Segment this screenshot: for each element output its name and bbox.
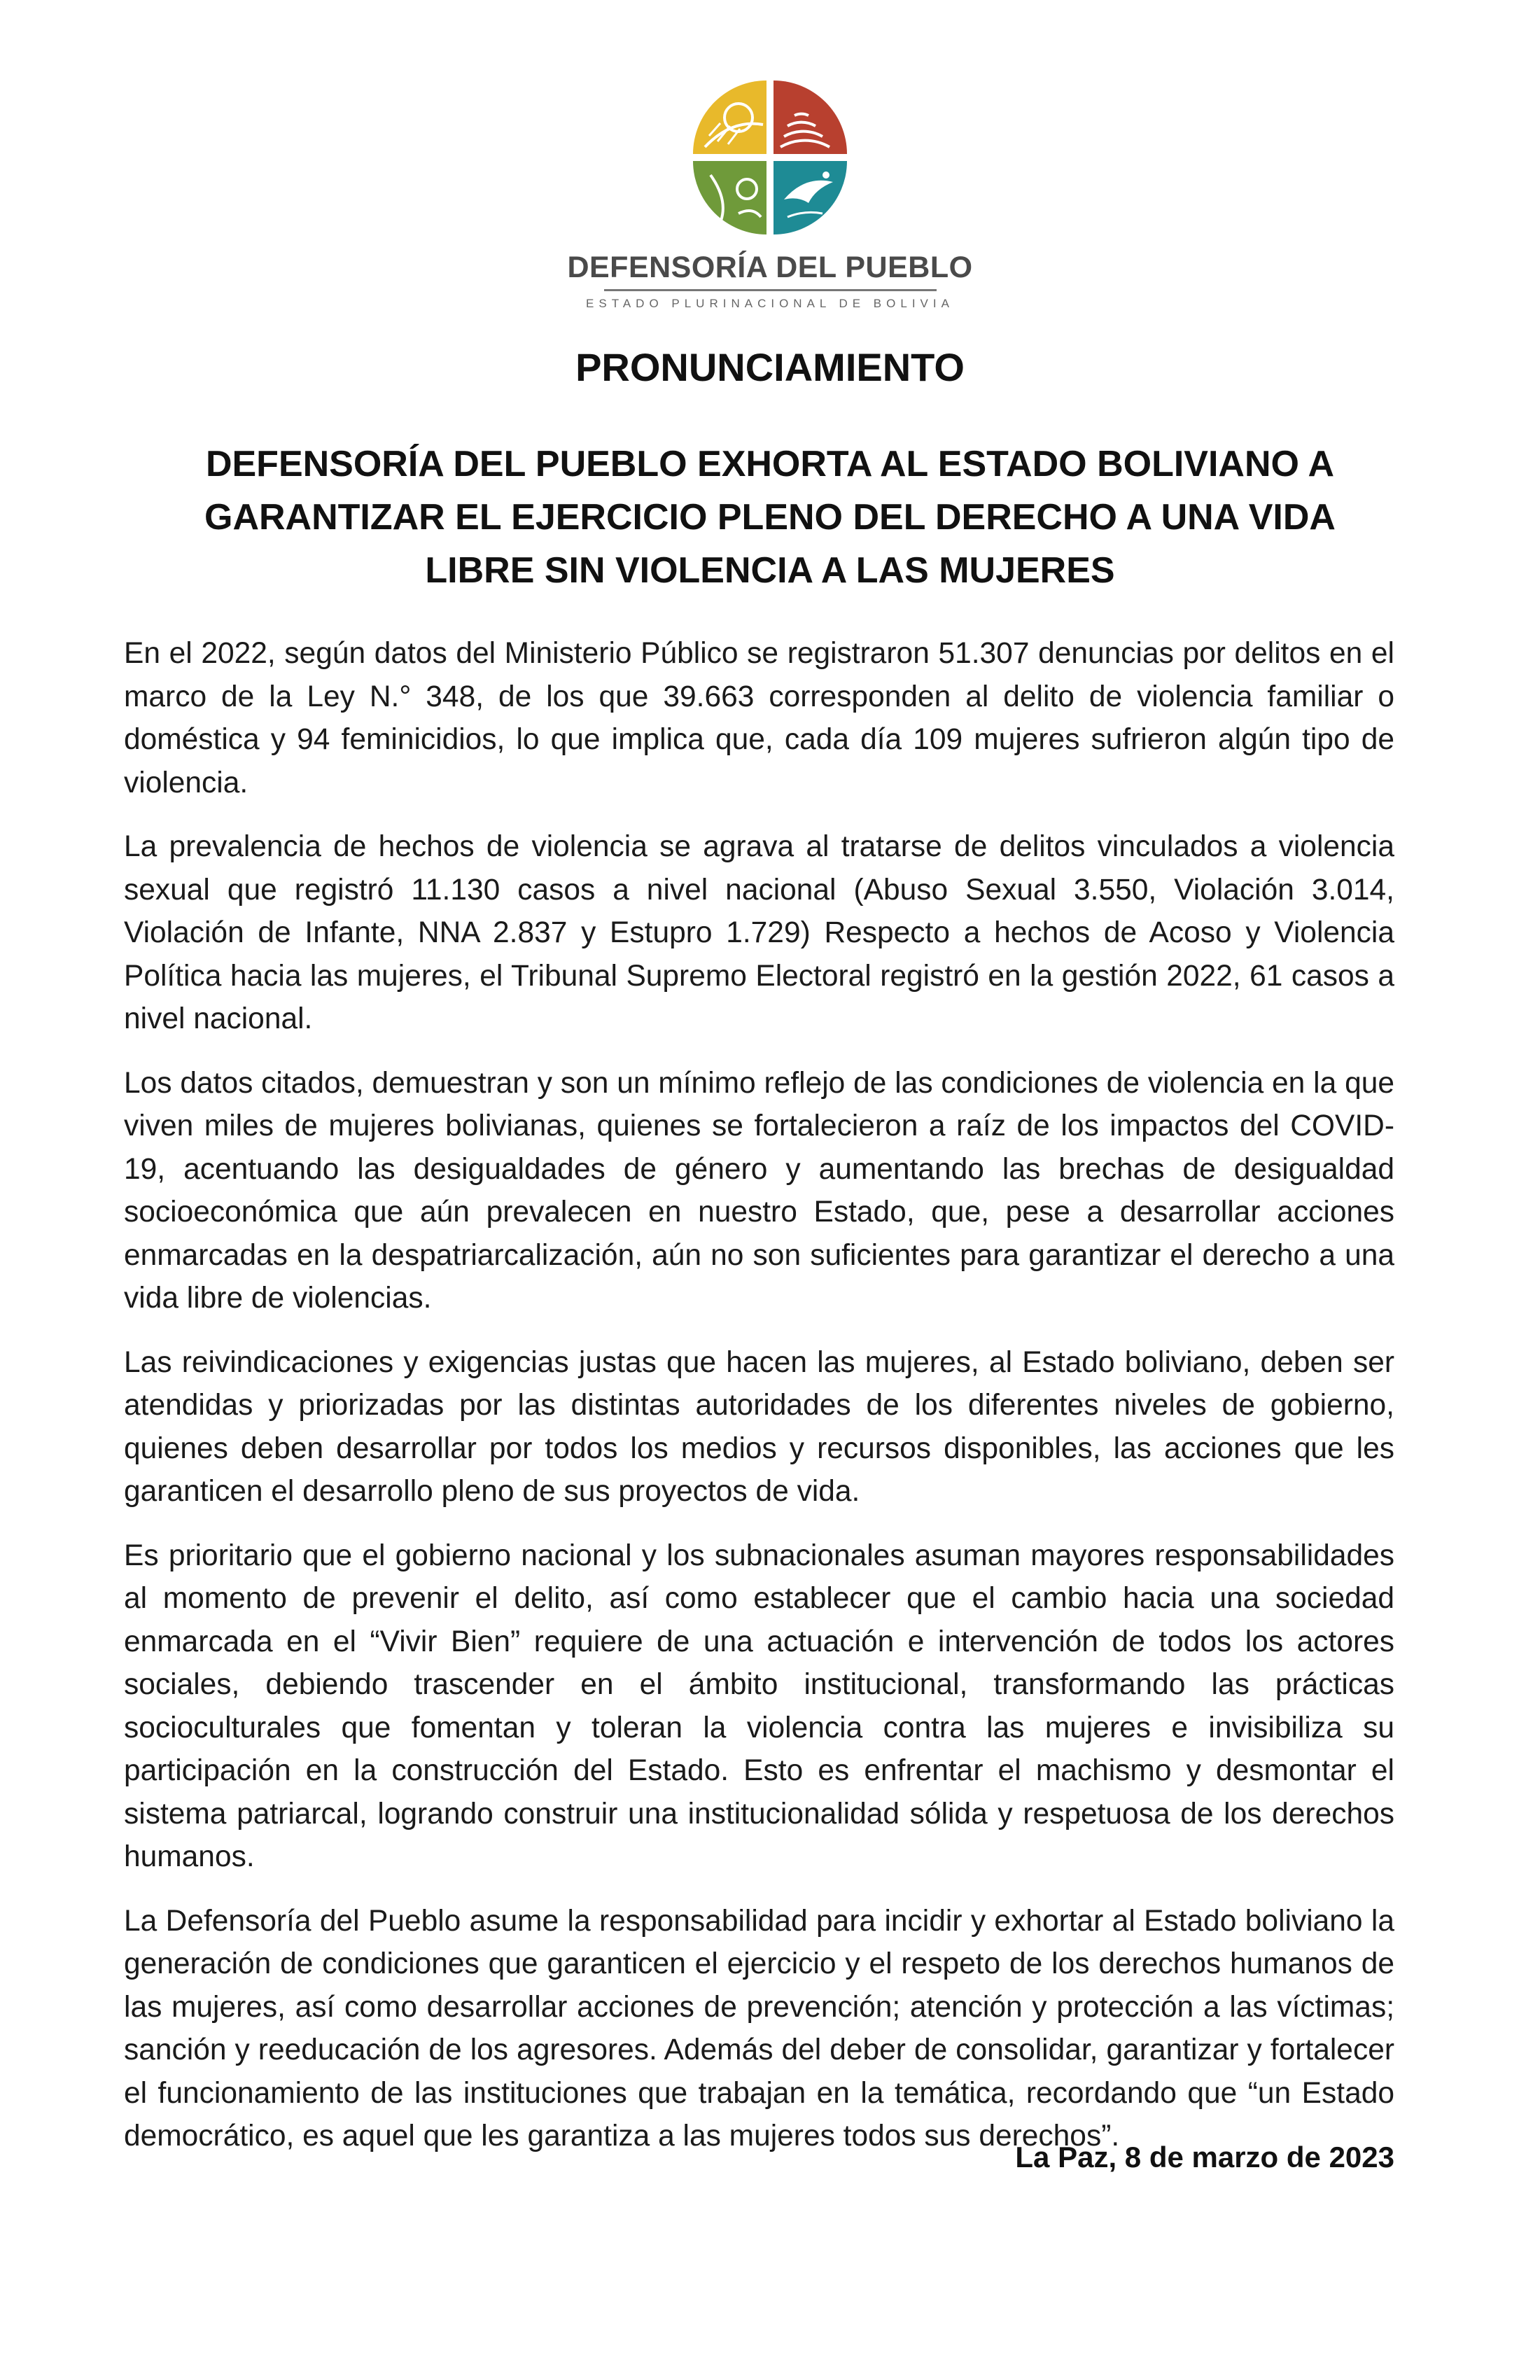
document-body	[124, 632, 1394, 2179]
body-paragraph: Las reivindicaciones y exigencias justas que hacen las mujeres, al Estado boliviano, deben ser atendidas y priorizadas por las distintas autoridades de los diferentes niveles de gobierno, quienes deben desarrollar por todos los medios y recursos disponibles, las acciones que les garanticen el desarrollo pleno de sus proyectos de vida.	[124, 1345, 1394, 1508]
place-date-signoff: La Paz, 8 de marzo de 2023	[1015, 2141, 1394, 2174]
letterhead	[0, 77, 1540, 311]
document-type-title: PRONUNCIAMIENTO	[575, 345, 965, 389]
document-headline: DEFENSORÍA DEL PUEBLO EXHORTA AL ESTADO BOLIVIANO A GARANTIZAR EL EJERCICIO PLENO DEL DERECHO A UNA VIDA LIBRE SIN VIOLENCIA A LAS MUJERES	[204, 444, 1336, 591]
body-paragraph: La prevalencia de hechos de violencia se agrava al tratarse de delitos vinculados a violencia sexual que registró 11.130 casos a nivel nacional (Abuso Sexual 3.550, Violación 3.014, Violación de Infante, NNA 2.837 y Estupro 1.729) Respecto a hechos de Acoso y Violencia Política hacia las mujeres, el Tribunal Supremo Electoral registró en la gestión 2022, 61 casos a nivel nacional.	[124, 830, 1394, 1035]
body-paragraph: Los datos citados, demuestran y son un mínimo reflejo de las condiciones de violencia en la que viven miles de mujeres bolivianas, quienes se fortalecieron a raíz de los impactos del COVID-19, acentuando las desigualdades de género y aumentando las brechas de desigualdad socioeconómica que aún prevalecen en nuestro Estado, que, pese a desarrollar acciones enmarcadas en la despatriarcalización, aún no son suficientes para garantizar el derecho a una vida libre de violencias.	[124, 1066, 1394, 1315]
org-divider	[604, 289, 937, 291]
body-paragraph: Es prioritario que el gobierno nacional y los subnacionales asuman mayores responsabilidades al momento de prevenir el delito, así como establecer que el cambio hacia una sociedad enmarcada en el “Vivir Bien” requiere de una actuación e intervención de todos los actores sociales, debiendo trascender en el ámbito institucional, transformando las prácticas socioculturales que fomentan y toleran la violencia contra las mujeres e invisibiliza su participación en la construcción del Estado. Esto es enfrentar el machismo y desmontar el sistema patriarcal, logrando construir una institucionalidad sólida y respetuosa de los derechos humanos.	[124, 1539, 1394, 1873]
body-paragraph: La Defensoría del Pueblo asume la responsabilidad para incidir y exhortar al Estado boliviano la generación de condiciones que garanticen el ejercicio y el respeto de los derechos humanos de las mujeres, así como desarrollar acciones de prevención; atención y protección a las víctimas; sanción y reeducación de los agresores. Además del deber de consolidar, garantizar y fortalecer el funcionamiento de las instituciones que trabajan en la temática, recordando que “un Estado democrático, es aquel que les garantiza a las mujeres todos sus derechos”.	[124, 1904, 1394, 2152]
body-paragraph: En el 2022, según datos del Ministerio Público se registraron 51.307 denuncias por delitos en el marco de la Ley N.° 348, de los que 39.663 corresponden al delito de violencia familiar o doméstica y 94 feminicidios, lo que implica que, cada día 109 mujeres sufrieron algún tipo de violencia.	[124, 637, 1394, 799]
org-name: DEFENSORÍA DEL PUEBLO	[567, 251, 973, 284]
defensoria-logo-icon	[690, 77, 850, 238]
org-subtitle: ESTADO PLURINACIONAL DE BOLIVIA	[586, 297, 954, 310]
